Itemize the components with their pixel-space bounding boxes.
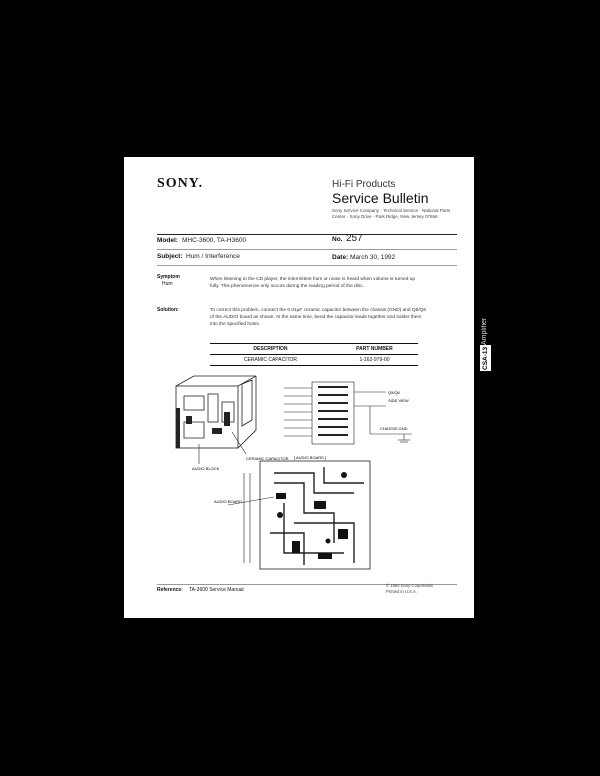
subject-label: Subject: (157, 253, 183, 260)
date-value: March 30, 1992 (350, 254, 396, 261)
bulletin-code-tab: CSA-13 (482, 346, 489, 370)
parts-table-header (210, 344, 418, 355)
audio-board-inset-label: [ AUDIO BOARD ] (294, 455, 327, 460)
bulletin-title: Service Bulletin (332, 190, 429, 206)
audio-board-layout (214, 453, 384, 581)
side-view-callout: SIDE VIEW (388, 398, 409, 403)
part-number: 1-162-979-00 (331, 355, 418, 366)
reference-label: Reference: (157, 587, 183, 593)
symptom-text: When listening to the CD player, the intermittent hum or noise is heard when volume is turned up fully. This phenomenon only occurs during the reading period of the disc. (210, 277, 416, 290)
header-divider (157, 234, 457, 235)
footer-copyright: © 1992 Sony Corporation (386, 583, 434, 588)
category-label: Amplifier (481, 317, 488, 345)
publisher-address: Sony Service Company · Technical Service · National Parts Center · Sony Drive · Park Ridge, New Jersey 07656 (332, 208, 451, 219)
block-callout: AUDIO BLOCK (192, 466, 220, 471)
number-label: No. (332, 236, 343, 243)
symptom-sublabel: Hum (162, 281, 173, 287)
audio-board-callout: AUDIO BOARD (214, 499, 243, 504)
date-label: Date: (332, 254, 349, 261)
model-label: Model: (157, 237, 178, 244)
col-description: DESCRIPTION (210, 344, 331, 355)
footer-printed: Printed in U.S.A. (386, 589, 417, 594)
chassis-callout: CHASSIS GND (380, 426, 408, 431)
q5q6-callout: Q5/Q6 (388, 390, 400, 395)
capacitor-callout: CERAMIC CAPACITOR (246, 456, 289, 461)
number-value: 257 (346, 233, 363, 244)
bulletin-kicker: Hi-Fi Products (332, 179, 396, 190)
wiring-schematic (274, 372, 424, 452)
subject-value: Hum / Interference (186, 253, 240, 260)
symptom-label: Symptom (157, 274, 180, 280)
col-part-number: PART NUMBER (331, 344, 418, 355)
model-value: MHC-3600, TA-H3600 (182, 237, 247, 244)
bulletin-page (124, 157, 474, 618)
sony-logo: SONY. (157, 176, 204, 191)
reference-value: TA-3600 Service Manual (189, 587, 244, 593)
solution-label: Solution: (157, 307, 179, 313)
solution-text: To correct this problem, connect the 0.01µF ceramic capacitor between the chassis (GND) and Q5/Q6 of the AUDIO board as shown. At the same time, bend the capacitor leads together and solder them into the specified holes. (210, 308, 427, 328)
table-row (210, 355, 418, 366)
parts-table (210, 343, 418, 366)
meta-divider-2 (157, 265, 457, 266)
part-description: CERAMIC CAPACITOR (210, 355, 331, 366)
meta-divider-1 (157, 249, 457, 250)
